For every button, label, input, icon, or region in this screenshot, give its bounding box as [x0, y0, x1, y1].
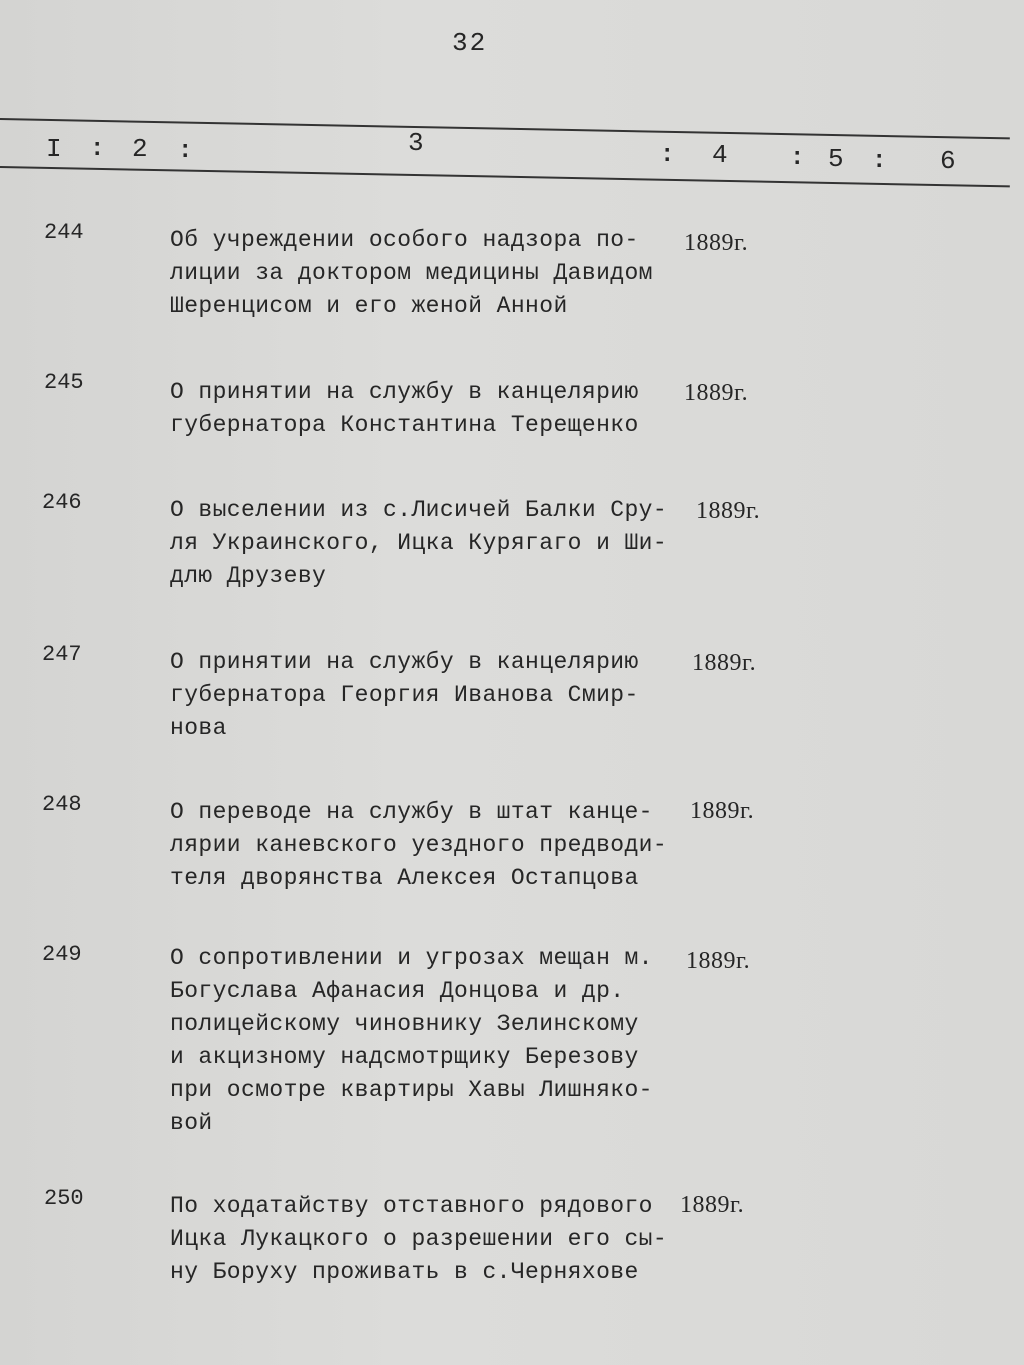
column-separator: : — [872, 148, 887, 175]
column-5-label: 5 — [828, 144, 844, 174]
record-number: 250 — [44, 1186, 84, 1211]
column-separator: : — [660, 142, 675, 169]
column-separator: : — [178, 138, 193, 165]
record-number: 246 — [42, 490, 82, 515]
record-title: О сопротивлении и угрозах мещан м. Богуслава Афанасия Донцова и др. полицейскому чиновнику Зелинскому и акцизному надсмотрщику Березову при осмотре квартиры Хавы Лишняко- вой — [170, 945, 653, 1136]
column-separator: : — [790, 145, 805, 172]
record-number: 244 — [44, 220, 84, 245]
record-title: Об учреждении особого надзора по- лиции за доктором медицины Давидом Шеренцисом и его женой Анной — [170, 227, 653, 319]
record-number: 248 — [42, 792, 82, 817]
column-6-label: 6 — [940, 146, 956, 176]
header-top-rule — [0, 118, 1010, 139]
record-number: 245 — [44, 370, 84, 395]
page-number: 32 — [452, 28, 488, 58]
column-1-label: I — [46, 134, 62, 164]
record-date: 1889г. — [684, 380, 749, 406]
record-date: 1889г. — [680, 1192, 745, 1218]
record-title: О переводе на службу в штат канце- лярии каневского уездного предводи- теля дворянства Алексея Остапцова — [170, 799, 668, 891]
record-title: О выселении из с.Лисичей Балки Сру- ля Украинского, Ицка Курягаго и Ши- длю Друзеву — [170, 497, 668, 589]
record-number: 247 — [42, 642, 82, 667]
record-title: По ходатайству отставного рядового Ицка Лукацкого о разрешении его сы- ну Боруху проживать в с.Черняхове — [170, 1193, 668, 1285]
header-bottom-rule — [0, 166, 1010, 187]
record-title: О принятии на службу в канцелярию губернатора Константина Терещенко — [170, 379, 639, 438]
record-date: 1889г. — [690, 798, 755, 824]
record-date: 1889г. — [692, 650, 757, 676]
record-date: 1889г. — [684, 230, 749, 256]
record-date: 1889г. — [686, 948, 751, 974]
record-title: О принятии на службу в канцелярию губернатора Георгия Иванова Смир- нова — [170, 649, 639, 741]
record-date: 1889г. — [696, 498, 761, 524]
column-3-label: 3 — [408, 128, 424, 158]
record-number: 249 — [42, 942, 82, 967]
column-2-label: 2 — [132, 134, 148, 164]
column-4-label: 4 — [712, 140, 728, 170]
column-separator: : — [90, 136, 105, 163]
